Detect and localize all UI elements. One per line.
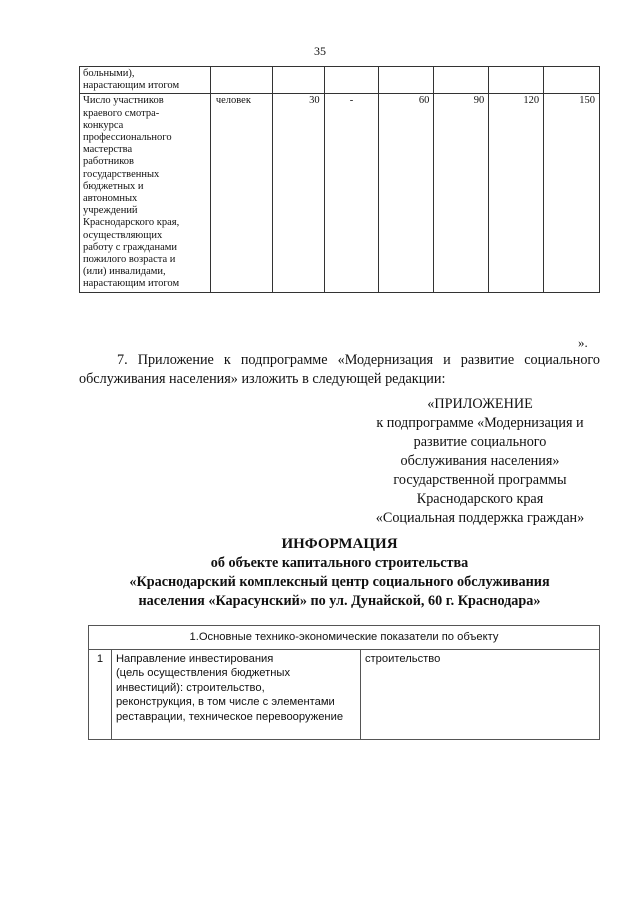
section-header-row [89, 626, 600, 650]
indicator-line: больными), [83, 68, 135, 79]
appendix-line: «Социальная поддержка граждан» [375, 510, 585, 526]
table-row [80, 67, 600, 94]
indicator-line: Число участников [83, 95, 164, 107]
indicator-line: профессионального [83, 132, 172, 144]
row-label-line: (цель осуществления бюджетных [115, 667, 291, 679]
row-label-line: реконструкция, в том числе с элементами [115, 696, 335, 708]
indicator-line: нарастающим итогом [83, 278, 180, 290]
value-cell [489, 67, 544, 94]
row-label-line: реставрации, техническое перевооружение [115, 710, 344, 723]
unit-cell [210, 67, 272, 94]
indicator-line: краевого смотра- [83, 107, 160, 119]
info-line: «Краснодарский комплексный центр социального обслуживания [129, 574, 550, 590]
object-indicators-table [88, 625, 600, 740]
indicators-table [79, 66, 600, 293]
indicator-line: автономных [83, 193, 138, 205]
row-number: 1 [89, 649, 112, 739]
value-cell [272, 67, 324, 94]
indicator-name-cell [80, 94, 211, 292]
appendix-line: обслуживания населения» [400, 453, 560, 469]
indicator-line: бюджетных и [83, 180, 144, 192]
table-row [80, 94, 600, 292]
value-cell: 30 [272, 94, 324, 292]
value-cell [434, 67, 489, 94]
appendix-line: к подпрограмме «Модернизация и [376, 415, 584, 431]
value-cell [324, 67, 379, 94]
row-label-line: Направление инвестирования [115, 652, 274, 665]
info-heading [79, 535, 600, 611]
amendment-paragraph: 7. Приложение к подпрограмме «Модернизация и развитие социального обслуживания населения» изложить в следующей редакции: [79, 352, 600, 387]
indicator-line: работников [83, 156, 134, 168]
indicator-line: осуществляющих [83, 229, 163, 241]
indicator-line: мастерства [83, 144, 133, 156]
closing-quote: ». [578, 335, 588, 350]
indicator-line: учреждений [83, 205, 138, 217]
row-label-cell [111, 649, 360, 739]
value-cell: 120 [489, 94, 544, 292]
unit-cell: человек [210, 94, 272, 292]
row-label-line: инвестиций): строительство, [115, 681, 265, 694]
value-cell [544, 67, 600, 94]
value-cell: 60 [379, 94, 434, 292]
appendix-line: «ПРИЛОЖЕНИЕ [427, 396, 533, 412]
appendix-line: государственной программы [393, 472, 567, 488]
appendix-line: развитие социального [413, 434, 547, 450]
table-row [89, 649, 600, 739]
indicator-line: конкурса [83, 119, 124, 131]
indicator-line: нарастающим итогом [83, 80, 180, 92]
info-line: об объекте капитального строительства [210, 555, 469, 571]
indicator-line: (или) инвалидами, [83, 266, 166, 278]
appendix-heading [360, 395, 600, 528]
info-line: населения «Карасунский» по ул. Дунайской, 60 г. Краснодара» [138, 593, 541, 609]
section-header: 1.Основные технико-экономические показатели по объекту [89, 626, 600, 650]
indicator-line: Краснодарского края, [83, 217, 180, 229]
indicator-line: работу с гражданами [83, 241, 177, 253]
indicator-line: пожилого возраста и [83, 254, 176, 266]
info-title: ИНФОРМАЦИЯ [281, 536, 398, 552]
indicator-line: государственных [83, 168, 160, 180]
value-cell: 150 [544, 94, 600, 292]
value-cell: - [324, 94, 379, 292]
appendix-line: Краснодарского края [416, 491, 544, 507]
indicator-name-cell [80, 67, 211, 94]
page-number: 35 [314, 44, 326, 58]
value-cell: 90 [434, 94, 489, 292]
row-value-cell: строительство [360, 649, 599, 739]
value-cell [379, 67, 434, 94]
